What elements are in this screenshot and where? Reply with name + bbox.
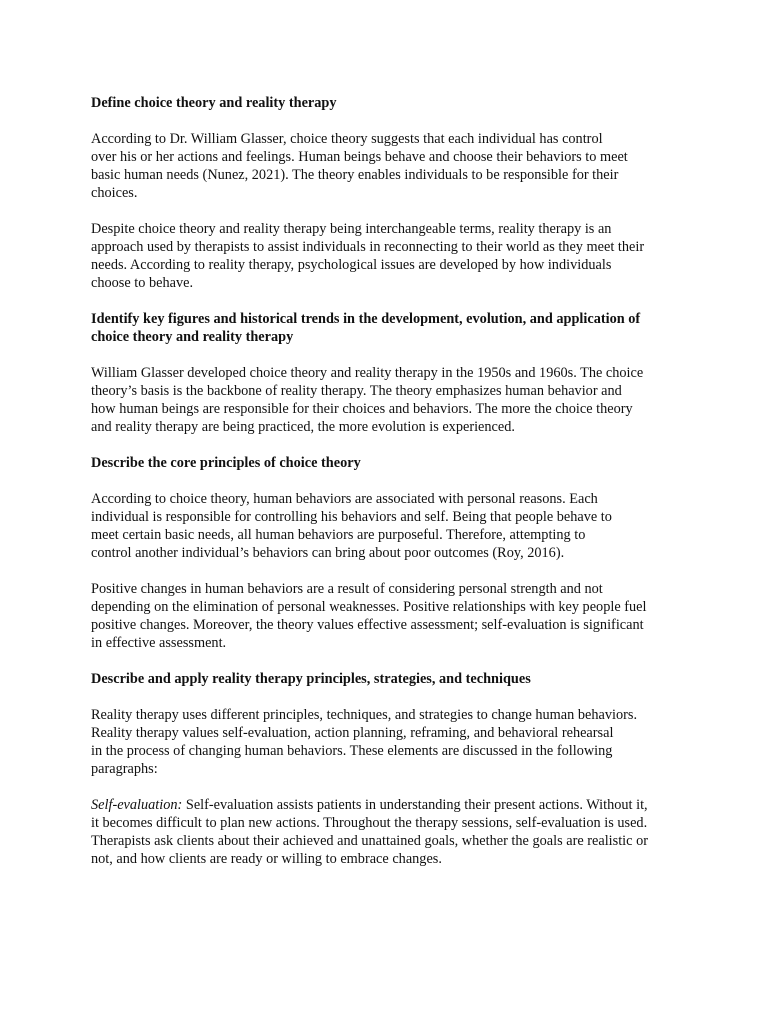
heading-line: Describe the core principles of choice theory: [91, 455, 361, 471]
paragraph-line: Reality therapy uses different principles, techniques, and strategies to change human behaviors.: [91, 707, 638, 723]
paragraph-line: approach used by therapists to assist individuals in reconnecting to their world as they meet their: [91, 239, 645, 255]
paragraph-line: not, and how clients are ready or willing to embrace changes.: [91, 851, 442, 867]
paragraph-line: over his or her actions and feelings. Human beings behave and choose their behaviors to meet: [91, 149, 628, 165]
paragraph-line: how human beings are responsible for their choices and behaviors. The more the choice theory: [91, 401, 633, 417]
heading-line: choice theory and reality therapy: [91, 329, 294, 345]
paragraph-line: According to choice theory, human behaviors are associated with personal reasons. Each: [91, 491, 598, 507]
heading-define-choice-theory: [91, 94, 682, 112]
paragraph-self-evaluation: [91, 796, 682, 868]
paragraph-line: individual is responsible for controlling his behaviors and self. Being that people behave to: [91, 509, 612, 525]
heading-line: Define choice theory and reality therapy: [91, 95, 337, 111]
paragraph-reality-therapy-techniques: [91, 706, 682, 778]
paragraph-line: Reality therapy values self-evaluation, action planning, reframing, and behavioral rehearsal: [91, 725, 614, 741]
heading-line: Identify key figures and historical trends in the development, evolution, and application of: [91, 311, 641, 327]
paragraph-line: depending on the elimination of personal weaknesses. Positive relationships with key people fuel: [91, 599, 647, 615]
paragraph-line: theory’s basis is the backbone of reality therapy. The theory emphasizes human behavior and: [91, 383, 622, 399]
paragraph-line: basic human needs (Nunez, 2021). The theory enables individuals to be responsible for their: [91, 167, 619, 183]
paragraph-line: Positive changes in human behaviors are a result of considering personal strength and not: [91, 581, 603, 597]
paragraph-line: needs. According to reality therapy, psychological issues are developed by how individuals: [91, 257, 612, 273]
heading-reality-therapy-principles: [91, 670, 682, 688]
paragraph-line: in effective assessment.: [91, 635, 227, 651]
paragraph-line: in the process of changing human behaviors. These elements are discussed in the following: [91, 743, 613, 759]
self-evaluation-first-line: Self-evaluation assists patients in understanding their present actions. Without it,: [182, 797, 648, 813]
paragraph-line: paragraphs:: [91, 761, 158, 777]
paragraph-line: Despite choice theory and reality therapy being interchangeable terms, reality therapy is an: [91, 221, 612, 237]
paragraph-glasser-choice-theory: [91, 130, 682, 202]
heading-line: Describe and apply reality therapy principles, strategies, and techniques: [91, 671, 531, 687]
paragraph-line: According to Dr. William Glasser, choice theory suggests that each individual has control: [91, 131, 603, 147]
heading-key-figures: [91, 310, 682, 346]
paragraph-line: and reality therapy are being practiced, the more evolution is experienced.: [91, 419, 515, 435]
paragraph-line: it becomes difficult to plan new actions. Throughout the therapy sessions, self-evaluation is used.: [91, 815, 648, 831]
paragraph-positive-changes: [91, 580, 682, 652]
paragraph-line: choices.: [91, 185, 138, 201]
paragraph-line: meet certain basic needs, all human behaviors are purposeful. Therefore, attempting to: [91, 527, 586, 543]
paragraph-glasser-history: [91, 364, 682, 436]
paragraph-line: positive changes. Moreover, the theory values effective assessment; self-evaluation is significant: [91, 617, 644, 633]
paragraph-reality-therapy-approach: [91, 220, 682, 292]
paragraph-line: choose to behave.: [91, 275, 194, 291]
paragraph-line: Therapists ask clients about their achieved and unattained goals, whether the goals are realistic or: [91, 833, 648, 849]
paragraph-personal-reasons: [91, 490, 682, 562]
self-evaluation-lead: Self-evaluation:: [91, 797, 183, 813]
paragraph-line: William Glasser developed choice theory and reality therapy in the 1950s and 1960s. The choice: [91, 365, 644, 381]
heading-core-principles: [91, 454, 682, 472]
paragraph-line: control another individual’s behaviors can bring about poor outcomes (Roy, 2016).: [91, 545, 565, 561]
paragraph-line: [91, 796, 682, 814]
